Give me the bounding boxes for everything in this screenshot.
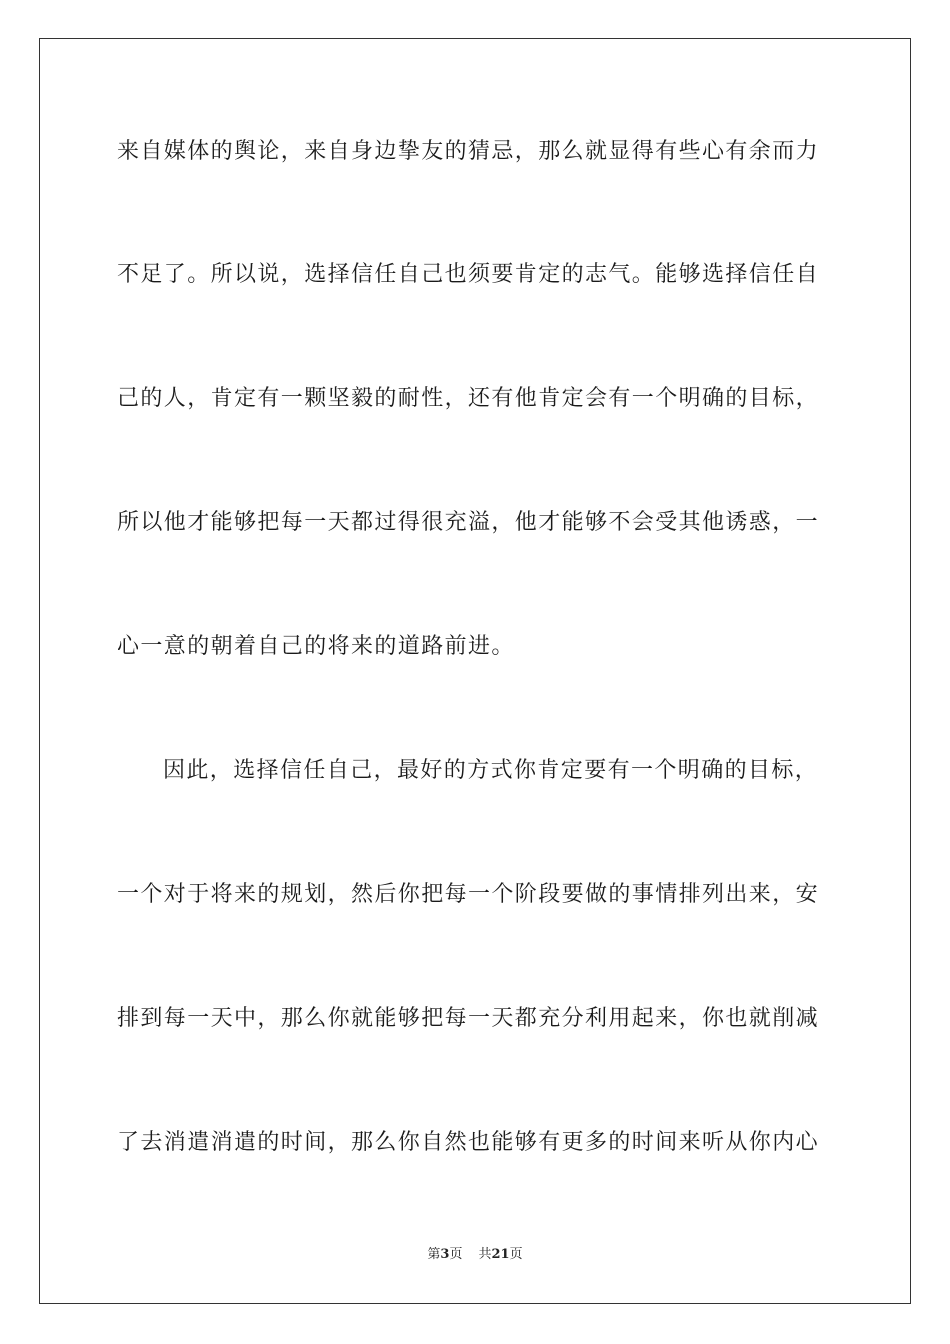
total-suffix: 页 xyxy=(509,1247,523,1262)
page-number: 3 xyxy=(440,1247,450,1262)
page-footer xyxy=(0,1246,950,1264)
text-line-9: 了去消遣消遣的时间，那么你自然也能够有更多的时间来听从你内心 xyxy=(117,1130,820,1155)
page-suffix: 页 xyxy=(449,1247,463,1262)
text-line-5: 心一意的朝着自己的将来的道路前进。 xyxy=(117,634,515,659)
page-prefix: 第 xyxy=(427,1247,441,1262)
text-line-3: 己的人，肯定有一颗坚毅的耐性，还有他肯定会有一个明确的目标， xyxy=(117,386,820,411)
text-line-7: 一个对于将来的规划，然后你把每一个阶段要做的事情排列出来，安 xyxy=(117,882,820,907)
text-line-1: 来自媒体的舆论，来自身边挚友的猜忌，那么就显得有些心有余而力 xyxy=(117,139,820,164)
text-line-8: 排到每一天中，那么你就能够把每一天都充分利用起来，你也就削减 xyxy=(117,1006,820,1031)
text-line-4: 所以他才能够把每一天都过得很充溢，他才能够不会受其他诱惑，一 xyxy=(117,510,820,535)
total-pages: 21 xyxy=(491,1247,510,1262)
text-line-6-paragraph-start: 因此，选择信任自己，最好的方式你肯定要有一个明确的目标， xyxy=(163,758,819,783)
text-line-2: 不足了。所以说，选择信任自己也须要肯定的志气。能够选择信任自 xyxy=(117,262,820,287)
total-prefix: 共 xyxy=(478,1247,492,1262)
page-border xyxy=(39,38,911,1304)
